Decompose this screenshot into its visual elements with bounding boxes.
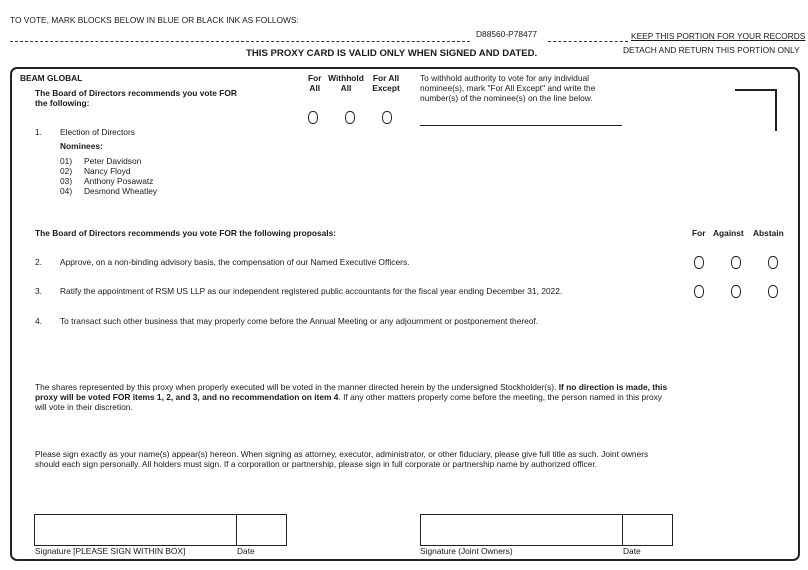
item2-for-oval[interactable]	[694, 256, 704, 269]
col-for-all-except: For All Except	[372, 73, 400, 93]
item1-label: Election of Directors	[60, 127, 135, 137]
validity-notice: THIS PROXY CARD IS VALID ONLY WHEN SIGNED AND DATED.	[246, 48, 538, 59]
nominee-number: 02)	[60, 166, 73, 176]
withhold-instruction-1: To withhold authority to vote for any individual	[420, 73, 589, 83]
detach-portion-label: DETACH AND RETURN THIS PORTION ONLY	[623, 45, 800, 55]
item3-number: 3.	[35, 286, 42, 296]
vote-for-all-oval[interactable]	[308, 111, 318, 124]
col-against: Against	[713, 228, 744, 238]
col-withhold-all: Withhold All	[328, 73, 364, 93]
item4-text: To transact such other business that may properly come before the Annual Meeting or any adjournment or postponement thereof.	[60, 316, 539, 326]
col-abstain: Abstain	[753, 228, 784, 238]
vote-for-all-except-oval[interactable]	[382, 111, 392, 124]
item3-against-oval[interactable]	[731, 285, 741, 298]
joint-signature-box[interactable]	[420, 514, 673, 546]
vote-withhold-all-oval[interactable]	[345, 111, 355, 124]
keep-portion-label: KEEP THIS PORTION FOR YOUR RECORDS	[631, 31, 806, 41]
nominee-name: Desmond Wheatley	[84, 186, 158, 196]
company-name: BEAM GLOBAL	[20, 73, 83, 83]
board-recommendation: The Board of Directors recommends you vote FOR	[35, 88, 237, 98]
item4-number: 4.	[35, 316, 42, 326]
item2-abstain-oval[interactable]	[768, 256, 778, 269]
nominee-number: 01)	[60, 156, 73, 166]
shares-direction-paragraph: The shares represented by this proxy when properly executed will be voted in the manner directed herein by the undersigned Stockholder(s). If no direction is made, this proxy will be voted FOR items 1, 2, and 3, and no recommendation on item 4. If any other matters properly come before the meeting, the person named in this proxy will vote in their discretion.	[35, 382, 668, 412]
col-for: For	[692, 228, 706, 238]
except-nominee-input[interactable]	[420, 125, 622, 126]
item3-for-oval[interactable]	[694, 285, 704, 298]
item2-number: 2.	[35, 257, 42, 267]
joint-date-label: Date	[623, 546, 641, 556]
vote-instruction: TO VOTE, MARK BLOCKS BELOW IN BLUE OR BLACK INK AS FOLLOWS:	[10, 15, 299, 25]
detach-line-left	[10, 41, 470, 42]
nominee-name: Nancy Floyd	[84, 166, 131, 176]
detach-line-mid	[548, 41, 628, 42]
withhold-instruction-2: nominee(s), mark "For All Except" and write the	[420, 83, 596, 93]
col-for-all: For All	[308, 73, 322, 93]
date-label: Date	[237, 546, 255, 556]
registration-corner-mark	[735, 89, 777, 131]
item2-against-oval[interactable]	[731, 256, 741, 269]
signing-instructions: Please sign exactly as your name(s) appear(s) hereon. When signing as attorney, executor, administrator, or other fiduciary, please give full title as such. Joint owners should each sign personally. All holders must sign. If a corporation or partnership, please sign in full corporate or partnership name by authorized officer.	[35, 449, 649, 469]
nominee-number: 04)	[60, 186, 73, 196]
proxy-card	[10, 67, 800, 561]
nominee-name: Peter Davidson	[84, 156, 142, 166]
date-box-divider	[236, 514, 237, 545]
withhold-instruction-3: number(s) of the nominee(s) on the line below.	[420, 93, 593, 103]
item2-text: Approve, on a non-binding advisory basis, the compensation of our Named Executive Officers.	[60, 257, 410, 267]
joint-date-box-divider	[622, 514, 623, 545]
nominees-label: Nominees:	[60, 141, 103, 151]
nominee-name: Anthony Posawatz	[84, 176, 154, 186]
signature-label: Signature [PLEASE SIGN WITHIN BOX]	[35, 546, 186, 556]
item1-number: 1.	[35, 127, 42, 137]
control-number: D88560-P78477	[476, 29, 538, 39]
item3-abstain-oval[interactable]	[768, 285, 778, 298]
item3-text: Ratify the appointment of RSM US LLP as our independent registered public accountants for the fiscal year ending December 31, 2022.	[60, 286, 563, 296]
proposals-recommendation: The Board of Directors recommends you vote FOR the following proposals:	[35, 228, 337, 238]
signature-box[interactable]	[34, 514, 287, 546]
nominee-number: 03)	[60, 176, 73, 186]
joint-signature-label: Signature (Joint Owners)	[420, 546, 513, 556]
board-recommendation-cont: the following:	[35, 98, 90, 108]
